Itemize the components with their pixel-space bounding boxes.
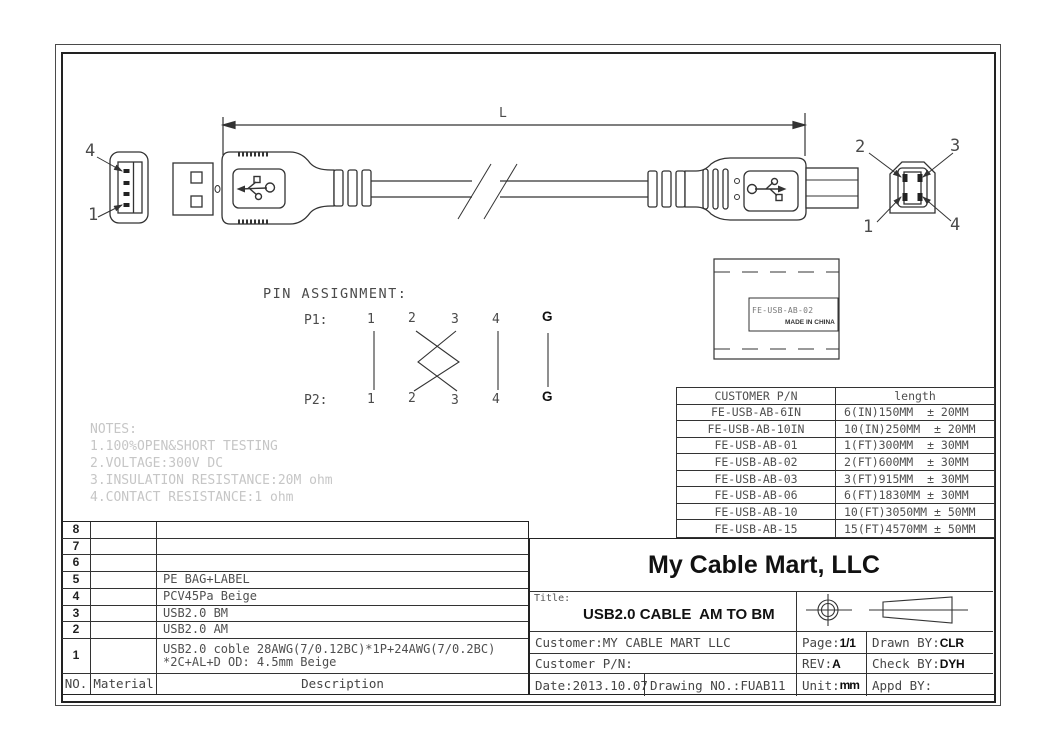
pn-cell: FE-USB-AB-15 [677, 520, 836, 537]
customer-value: MY CABLE MART LLC [602, 635, 731, 650]
p2-pin-1: 1 [367, 392, 375, 407]
title-label: Title: [534, 593, 571, 604]
p1-pin-2: 2 [408, 311, 416, 326]
p2-pin-4: 4 [492, 392, 500, 407]
cable-line [371, 164, 649, 219]
p1-pin-1: 1 [367, 312, 375, 327]
materials-footer-no: NO. [62, 674, 91, 694]
materials-footer-description: Description [301, 676, 384, 692]
material-name [91, 606, 157, 622]
note-line: 3.INSULATION RESISTANCE:20M ohm [90, 473, 333, 488]
note-line: 2.VOLTAGE:300V DC [90, 456, 224, 471]
length-cell: 15(FT)4570MM ± 50MM [844, 521, 976, 536]
appd-by-label: Appd BY: [872, 677, 933, 693]
drawing-no-cell [644, 673, 796, 696]
material-no: 3 [62, 606, 91, 622]
material-name [91, 589, 157, 606]
customer-label: Customer: [535, 635, 603, 650]
length-cell: 3(FT)915MM ± 30MM [836, 471, 994, 488]
pn-cell: FE-USB-AB-02 [677, 454, 836, 471]
material-no: 4 [62, 589, 91, 606]
drawn-by-value: CLR [939, 635, 964, 650]
length-cell: 6(FT)1830MM ± 30MM [836, 487, 994, 504]
material-no: 7 [62, 539, 91, 555]
material-name [91, 639, 157, 674]
unit-value: mm [839, 678, 859, 692]
drawing-title: USB2.0 CABLE AM TO BM [583, 606, 775, 623]
length-cell: 6(IN)150MM ± 20MM [836, 405, 994, 422]
notes-title: NOTES: [90, 422, 137, 437]
pn-cell: FE-USB-AB-10 [677, 504, 836, 521]
date-label: Date: [535, 677, 573, 693]
pn-cell: FE-USB-AB-6IN [677, 405, 836, 422]
drawn-by-label: Drawn BY: [872, 635, 940, 650]
page-cell [796, 631, 866, 653]
check-by-value: DYH [939, 656, 965, 671]
length-cell: 2(FT)600MM ± 30MM [836, 454, 994, 471]
usb-b-pin2-label: 2 [855, 137, 866, 157]
p1-label: P1: [304, 313, 328, 328]
p2-pin-2: 2 [408, 391, 416, 406]
material-no: 6 [62, 555, 91, 572]
material-name [91, 622, 157, 639]
material-desc: USB2.0 BM [157, 606, 528, 622]
pn-table-header-pn: CUSTOMER P/N [677, 388, 836, 405]
material-no: 2 [62, 622, 91, 639]
p2-label: P2: [304, 393, 328, 408]
drawn-by-cell [866, 631, 993, 653]
usb-a-pin1-label: 1 [88, 205, 99, 225]
materials-table [61, 521, 529, 695]
projection-cell [796, 591, 993, 631]
appd-by-cell [866, 673, 993, 696]
materials-footer-material: Material [91, 674, 157, 694]
material-name [91, 539, 157, 555]
material-no: 1 [62, 639, 91, 674]
material-desc [157, 539, 528, 555]
dimension-label: L [499, 106, 507, 121]
check-by-cell [866, 653, 993, 673]
usb-b-plug-drawing [648, 158, 858, 220]
pn-table-header-length: length [836, 388, 994, 405]
p1-pin-3: 3 [451, 312, 459, 327]
date-value: 2013.10.07 [572, 677, 648, 693]
date-cell [530, 673, 648, 696]
customer-cell [530, 631, 796, 653]
customer-pn-label: Customer P/N: [535, 656, 633, 671]
company-cell [530, 539, 993, 591]
note-line: 4.CONTACT RESISTANCE:1 ohm [90, 490, 294, 505]
material-name [91, 522, 157, 539]
material-name [91, 555, 157, 572]
usb-b-pin3-label: 3 [950, 136, 961, 156]
pn-cell: FE-USB-AB-10IN [677, 421, 836, 438]
drawing-no-value: FUAB11 [740, 677, 786, 693]
length-cell: 1(FT)300MM ± 30MM [836, 438, 994, 455]
title-block [529, 538, 995, 695]
unit-label: Unit: [802, 677, 840, 693]
usb-a-pin4-label: 4 [85, 141, 96, 161]
cable-label-origin: MADE IN CHINA [785, 319, 835, 326]
pn-cell: FE-USB-AB-06 [677, 487, 836, 504]
material-desc: PE BAG+LABEL [157, 572, 528, 589]
cable-label-part-number: FE-USB-AB-02 [752, 306, 814, 315]
customer-pn-cell [530, 653, 796, 673]
p2-ground: G [542, 389, 553, 404]
material-name [91, 572, 157, 589]
length-cell: 10(FT)3050MM ± 50MM [836, 504, 994, 521]
part-number-table [676, 387, 995, 538]
usb-a-face-drawing [97, 152, 148, 223]
rev-label: REV: [802, 656, 833, 671]
rev-cell [796, 653, 866, 673]
pin-connection-lines [374, 331, 548, 391]
notes-block [90, 421, 333, 506]
usb-b-pin1-label: 1 [863, 217, 874, 237]
p1-ground: G [542, 309, 553, 324]
material-no: 8 [62, 522, 91, 539]
material-desc: USB2.0 coble 28AWG(7/0.12BC)*1P+24AWG(7/0.2BC) *2C+AL+D OD: 4.5mm Beige [157, 639, 528, 674]
usb-a-plug-drawing [173, 152, 371, 224]
material-no: 5 [62, 572, 91, 589]
drawing-no-label: Drawing NO.: [650, 677, 741, 693]
usb-b-face-drawing [869, 153, 953, 222]
unit-cell [796, 673, 866, 696]
material-desc [157, 555, 528, 572]
material-desc: PCV45Pa Beige [157, 589, 528, 606]
check-by-label: Check BY: [872, 656, 940, 671]
company-name: My Cable Mart, LLC [648, 550, 880, 579]
p2-pin-3: 3 [451, 393, 459, 408]
dimension-line [223, 113, 805, 156]
p1-pin-4: 4 [492, 312, 500, 327]
page-value: 1/1 [839, 635, 856, 650]
material-desc [157, 522, 528, 539]
pn-cell: FE-USB-AB-01 [677, 438, 836, 455]
usb-b-pin4-label: 4 [950, 215, 961, 235]
note-line: 1.100%OPEN&SHORT TESTING [90, 439, 278, 454]
rev-value: A [832, 656, 841, 671]
pn-cell: FE-USB-AB-03 [677, 471, 836, 488]
material-desc: USB2.0 AM [157, 622, 528, 639]
pin-assignment-title: PIN ASSIGNMENT: [263, 286, 408, 302]
page-label: Page: [802, 635, 840, 650]
length-cell: 10(IN)250MM ± 20MM [836, 421, 994, 438]
